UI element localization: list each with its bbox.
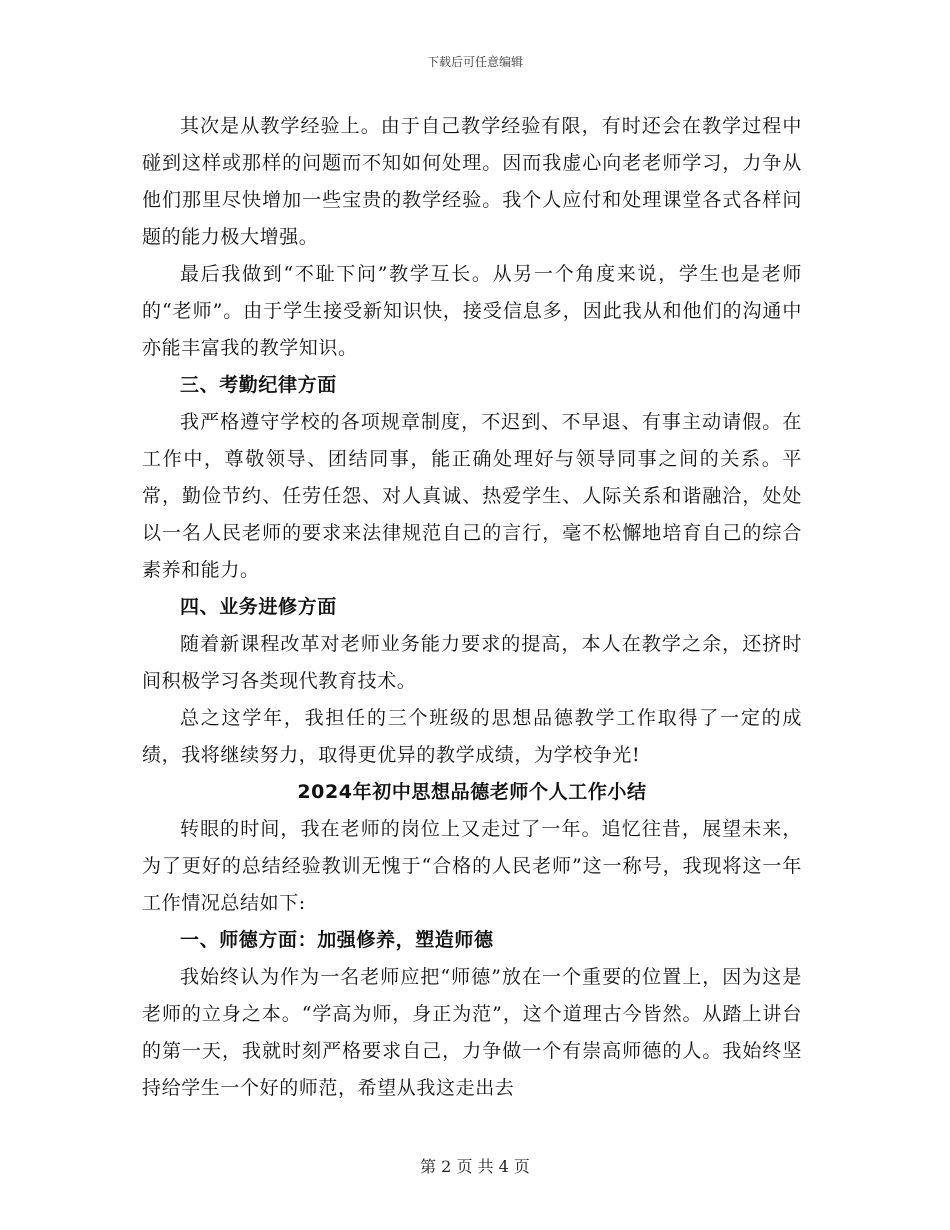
paragraph-teaching-experience: 其次是从教学经验上。由于自己教学经验有限，有时还会在教学过程中碰到这样或那样的问题而不知如何处理。因而我虚心向老老师学习，力争从他们那里尽快增加一些宝贵的教学经验。我个人应付和处理课堂各式各样问题的能力极大增强。 <box>142 115 802 248</box>
page-number: 第 2 页 共 4 页 <box>420 1157 530 1176</box>
paragraph-ethics: 我始终认为作为一名老师应把“师德”放在一个重要的位置上，因为这是老师的立身之本。“学高为师，身正为范”，这个道理古今皆然。从踏上讲台的第一天，我就时刻严格要求自己，力争做一个有崇高师德的人。我始终坚持给学生一个好的师范，希望从我这走出去 <box>142 966 802 1099</box>
section-heading-ethics: 一、师德方面：加强修养，塑造师德 <box>180 929 494 951</box>
document-body <box>142 108 802 1107</box>
paragraph-attendance: 我严格遵守学校的各项规章制度，不迟到、不早退、有事主动请假。在工作中，尊敬领导、团结同事，能正确处理好与领导同事之间的关系。平常，勤俭节约、任劳任怨、对人真诚、热爱学生、人际关系和谐融洽，处处以一名人民老师的要求来法律规范自己的言行，毫不松懈地培育自己的综合素养和能力。 <box>142 411 802 581</box>
paragraph-intro: 转眼的时间，我在老师的岗位上又走过了一年。追忆往昔，展望未来，为了更好的总结经验教训无愧于“合格的人民老师”这一称号，我现将这一年工作情况总结如下: <box>142 818 802 914</box>
paragraph-professional-study: 随着新课程改革对老师业务能力要求的提高，本人在教学之余，还挤时间积极学习各类现代教育技术。 <box>142 633 802 692</box>
paragraph-conclusion: 总之这学年，我担任的三个班级的思想品德教学工作取得了一定的成绩，我将继续努力，取得更优异的教学成绩，为学校争光! <box>142 707 802 766</box>
section-heading-professional-study: 四、业务进修方面 <box>180 596 337 618</box>
paragraph-learning-from-students: 最后我做到“不耻下问”教学互长。从另一个角度来说，学生也是老师的“老师”。由于学生接受新知识快，接受信息多，因此我从和他们的沟通中亦能丰富我的教学知识。 <box>142 263 802 359</box>
document-title: 2024年初中思想品德老师个人工作小结 <box>297 781 647 803</box>
section-heading-attendance: 三、考勤纪律方面 <box>180 374 337 396</box>
header-note: 下载后可任意编辑 <box>426 55 523 69</box>
